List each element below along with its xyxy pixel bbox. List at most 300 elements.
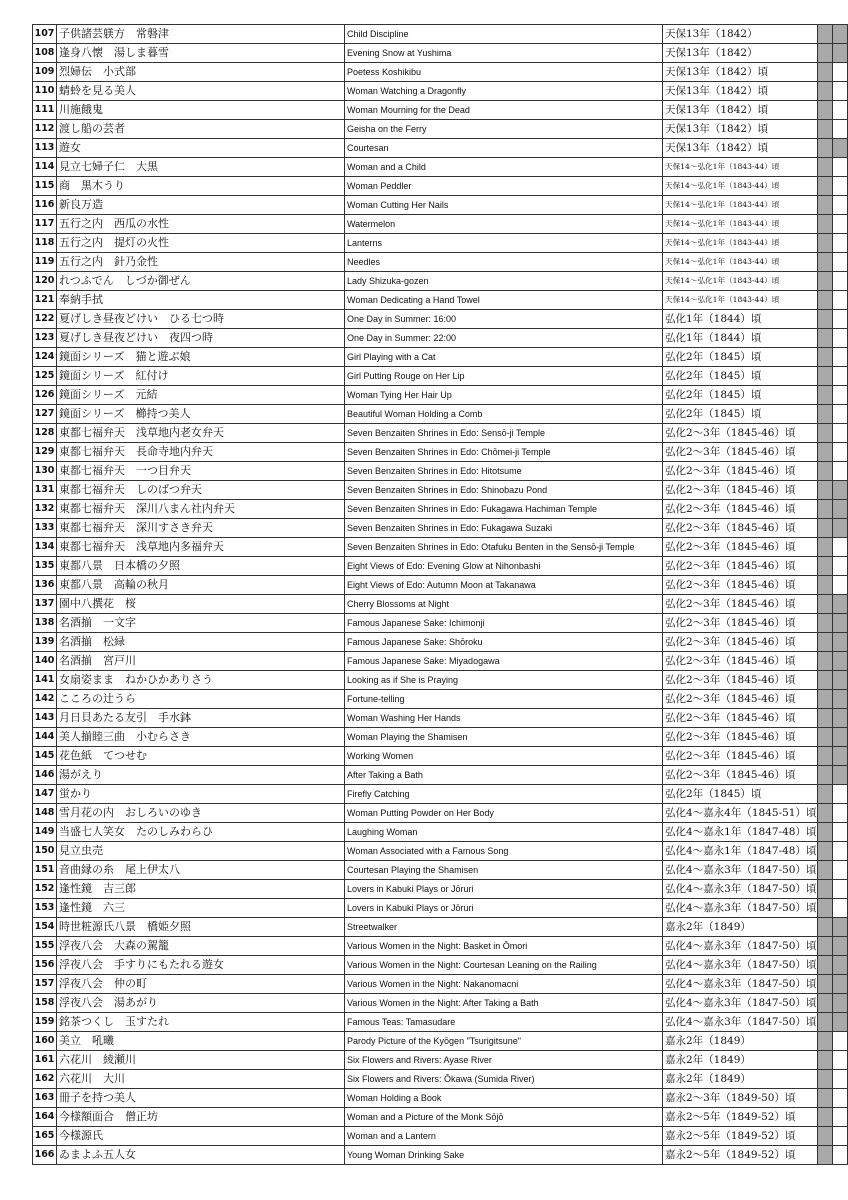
title-japanese: こころの辻うら: [57, 690, 345, 709]
status-box-2: [832, 82, 847, 101]
row-number: 160: [33, 1032, 57, 1051]
status-box-1: [817, 348, 832, 367]
title-japanese: 浮夜八会 湯あがり: [57, 994, 345, 1013]
table-row: [33, 348, 848, 367]
title-english: Woman Cutting Her Nails: [345, 196, 663, 215]
title-english: Seven Benzaiten Shrines in Edo: Fukagawa Suzaki: [345, 519, 663, 538]
title-japanese: 今様源氏: [57, 1127, 345, 1146]
row-number: 166: [33, 1146, 57, 1165]
status-box-2: [832, 519, 847, 538]
table-row: [33, 557, 848, 576]
title-english: Poetess Koshikibu: [345, 63, 663, 82]
status-box-1: [817, 709, 832, 728]
title-english: Various Women in the Night: Nakanomacni: [345, 975, 663, 994]
status-box-2: [832, 728, 847, 747]
title-english: Needles: [345, 253, 663, 272]
status-box-1: [817, 1051, 832, 1070]
date-cell: 弘化1年（1844）頃: [663, 329, 818, 348]
table-row: [33, 272, 848, 291]
status-box-1: [817, 823, 832, 842]
table-row: [33, 766, 848, 785]
status-box-1: [817, 500, 832, 519]
table-row: [33, 500, 848, 519]
status-box-1: [817, 481, 832, 500]
table-row: [33, 481, 848, 500]
date-cell: 弘化1年（1844）頃: [663, 310, 818, 329]
title-english: After Taking a Bath: [345, 766, 663, 785]
title-english: Woman Washing Her Hands: [345, 709, 663, 728]
title-english: Woman Associated with a Famous Song: [345, 842, 663, 861]
row-number: 136: [33, 576, 57, 595]
title-english: Seven Benzaiten Shrines in Edo: Fukagawa Hachiman Temple: [345, 500, 663, 519]
table-row: [33, 234, 848, 253]
row-number: 110: [33, 82, 57, 101]
table-row: [33, 842, 848, 861]
title-english: One Day in Summer: 22:00: [345, 329, 663, 348]
row-number: 125: [33, 367, 57, 386]
status-box-1: [817, 367, 832, 386]
status-box-2: [832, 139, 847, 158]
title-japanese: 当盛七人笑女 たのしみわらひ: [57, 823, 345, 842]
table-row: [33, 1070, 848, 1089]
date-cell: 弘化2～3年（1845-46）頃: [663, 595, 818, 614]
status-box-1: [817, 101, 832, 120]
title-english: Woman Putting Powder on Her Body: [345, 804, 663, 823]
title-english: Woman Holding a Book: [345, 1089, 663, 1108]
date-cell: 弘化2年（1845）頃: [663, 405, 818, 424]
table-row: [33, 177, 848, 196]
status-box-1: [817, 82, 832, 101]
status-box-2: [832, 158, 847, 177]
row-number: 152: [33, 880, 57, 899]
date-cell: 弘化2～3年（1845-46）頃: [663, 424, 818, 443]
row-number: 141: [33, 671, 57, 690]
row-number: 164: [33, 1108, 57, 1127]
title-english: Evening Snow at Yushima: [345, 44, 663, 63]
title-english: Courtesan: [345, 139, 663, 158]
status-box-2: [832, 481, 847, 500]
row-number: 111: [33, 101, 57, 120]
row-number: 120: [33, 272, 57, 291]
date-cell: 嘉永2年（1849）: [663, 1070, 818, 1089]
title-japanese: 浮夜八会 手すりにもたれる遊女: [57, 956, 345, 975]
date-cell: 弘化2～3年（1845-46）頃: [663, 709, 818, 728]
status-box-2: [832, 101, 847, 120]
table-row: [33, 728, 848, 747]
status-box-2: [832, 557, 847, 576]
table-row: [33, 462, 848, 481]
table-row: [33, 443, 848, 462]
row-number: 163: [33, 1089, 57, 1108]
status-box-2: [832, 1089, 847, 1108]
status-box-1: [817, 1127, 832, 1146]
row-number: 150: [33, 842, 57, 861]
date-cell: 天保13年（1842）: [663, 25, 818, 44]
title-english: Lady Shizuka-gozen: [345, 272, 663, 291]
title-english: Six Flowers and Rivers: Ayase River: [345, 1051, 663, 1070]
status-box-2: [832, 576, 847, 595]
table-row: [33, 595, 848, 614]
status-box-1: [817, 158, 832, 177]
date-cell: 天保14～弘化1年（1843-44）頃: [663, 158, 818, 177]
status-box-1: [817, 576, 832, 595]
title-japanese: 雪月花の内 おしろいのゆき: [57, 804, 345, 823]
date-cell: 天保13年（1842）頃: [663, 82, 818, 101]
title-japanese: 夏げしき昼夜どけい ひる七つ時: [57, 310, 345, 329]
row-number: 130: [33, 462, 57, 481]
status-box-1: [817, 937, 832, 956]
status-box-1: [817, 956, 832, 975]
status-box-2: [832, 899, 847, 918]
title-english: Lovers in Kabuki Plays or Jōruri: [345, 880, 663, 899]
status-box-1: [817, 614, 832, 633]
title-english: Child Discipline: [345, 25, 663, 44]
table-row: [33, 120, 848, 139]
status-box-1: [817, 1070, 832, 1089]
table-row: [33, 424, 848, 443]
title-japanese: 音曲縁の糸 尾上伊太八: [57, 861, 345, 880]
title-japanese: 五行之内 提灯の火性: [57, 234, 345, 253]
status-box-1: [817, 1146, 832, 1165]
status-box-2: [832, 671, 847, 690]
status-box-1: [817, 386, 832, 405]
title-japanese: 夏げしき昼夜どけい 夜四つ時: [57, 329, 345, 348]
status-box-1: [817, 918, 832, 937]
title-english: Laughing Woman: [345, 823, 663, 842]
status-box-1: [817, 975, 832, 994]
title-japanese: 蛍かり: [57, 785, 345, 804]
title-japanese: 見立虫売: [57, 842, 345, 861]
title-japanese: 鏡面シリーズ 猫と遊ぶ娘: [57, 348, 345, 367]
row-number: 117: [33, 215, 57, 234]
status-box-1: [817, 291, 832, 310]
status-box-2: [832, 538, 847, 557]
status-box-2: [832, 215, 847, 234]
status-box-1: [817, 595, 832, 614]
row-number: 122: [33, 310, 57, 329]
title-english: Watermelon: [345, 215, 663, 234]
row-number: 146: [33, 766, 57, 785]
title-japanese: 銘茶つくし 玉すたれ: [57, 1013, 345, 1032]
title-japanese: 東都八景 日本橋の夕照: [57, 557, 345, 576]
date-cell: 天保13年（1842）: [663, 44, 818, 63]
title-japanese: 奉納手拭: [57, 291, 345, 310]
date-cell: 天保14～弘化1年（1843-44）頃: [663, 234, 818, 253]
status-box-2: [832, 1127, 847, 1146]
status-box-2: [832, 709, 847, 728]
title-english: Various Women in the Night: After Taking a Bath: [345, 994, 663, 1013]
status-box-2: [832, 842, 847, 861]
status-box-2: [832, 310, 847, 329]
title-japanese: ゐまよふ五人女: [57, 1146, 345, 1165]
catalog-rows: [33, 25, 848, 1165]
title-english: Woman and a Child: [345, 158, 663, 177]
title-english: Cherry Blossoms at Night: [345, 595, 663, 614]
status-box-2: [832, 918, 847, 937]
title-japanese: 花色紙 てつせむ: [57, 747, 345, 766]
status-box-2: [832, 348, 847, 367]
date-cell: 天保13年（1842）頃: [663, 101, 818, 120]
table-row: [33, 975, 848, 994]
title-english: Woman and a Lantern: [345, 1127, 663, 1146]
date-cell: 弘化2～3年（1845-46）頃: [663, 481, 818, 500]
row-number: 159: [33, 1013, 57, 1032]
table-row: [33, 253, 848, 272]
date-cell: 弘化2～3年（1845-46）頃: [663, 614, 818, 633]
status-box-1: [817, 462, 832, 481]
title-english: Woman and a Picture of the Monk Sōjō: [345, 1108, 663, 1127]
title-japanese: 子供諸芸躾方 常磐津: [57, 25, 345, 44]
table-row: [33, 367, 848, 386]
row-number: 126: [33, 386, 57, 405]
table-row: [33, 1108, 848, 1127]
title-japanese: 東都七福弁天 深川すさき弁天: [57, 519, 345, 538]
title-english: Woman Tying Her Hair Up: [345, 386, 663, 405]
title-english: Eight Views of Edo: Evening Glow at Nihonbashi: [345, 557, 663, 576]
table-row: [33, 25, 848, 44]
table-row: [33, 44, 848, 63]
date-cell: 弘化4～嘉永4年（1845-51）頃: [663, 804, 818, 823]
status-box-1: [817, 747, 832, 766]
title-english: Woman Peddler: [345, 177, 663, 196]
date-cell: 弘化4～嘉永3年（1847-50）頃: [663, 975, 818, 994]
title-english: Famous Teas: Tamasudare: [345, 1013, 663, 1032]
status-box-1: [817, 196, 832, 215]
title-japanese: 鏡面シリーズ 元結: [57, 386, 345, 405]
title-english: Eight Views of Edo: Autumn Moon at Takanawa: [345, 576, 663, 595]
status-box-2: [832, 994, 847, 1013]
status-box-1: [817, 329, 832, 348]
title-japanese: 今様額面合 僧正坊: [57, 1108, 345, 1127]
date-cell: 弘化2～3年（1845-46）頃: [663, 633, 818, 652]
table-row: [33, 994, 848, 1013]
title-english: Woman Watching a Dragonfly: [345, 82, 663, 101]
status-box-2: [832, 956, 847, 975]
table-row: [33, 690, 848, 709]
status-box-1: [817, 861, 832, 880]
status-box-1: [817, 234, 832, 253]
title-english: Girl Putting Rouge on Her Lip: [345, 367, 663, 386]
title-english: Seven Benzaiten Shrines in Edo: Chōmei-ji Temple: [345, 443, 663, 462]
title-japanese: 商 黒木うり: [57, 177, 345, 196]
title-japanese: 逢性鏡 吉三郎: [57, 880, 345, 899]
date-cell: 天保14～弘化1年（1843-44）頃: [663, 272, 818, 291]
status-box-2: [832, 291, 847, 310]
table-row: [33, 519, 848, 538]
date-cell: 弘化2～3年（1845-46）頃: [663, 443, 818, 462]
status-box-2: [832, 1032, 847, 1051]
row-number: 135: [33, 557, 57, 576]
title-japanese: 鏡面シリーズ 櫛持つ美人: [57, 405, 345, 424]
date-cell: 弘化4～嘉永3年（1847-50）頃: [663, 880, 818, 899]
title-japanese: 六花川 綾瀬川: [57, 1051, 345, 1070]
row-number: 127: [33, 405, 57, 424]
title-english: Seven Benzaiten Shrines in Edo: Shinobazu Pond: [345, 481, 663, 500]
title-english: Woman Dedicating a Hand Towel: [345, 291, 663, 310]
date-cell: 弘化4～嘉永3年（1847-50）頃: [663, 861, 818, 880]
status-box-1: [817, 1089, 832, 1108]
status-box-1: [817, 766, 832, 785]
title-japanese: 東都七福弁天 浅草地内多福弁天: [57, 538, 345, 557]
row-number: 119: [33, 253, 57, 272]
title-japanese: 時世粧源氏八景 橋姫夕照: [57, 918, 345, 937]
row-number: 154: [33, 918, 57, 937]
status-box-2: [832, 405, 847, 424]
date-cell: 弘化2～3年（1845-46）頃: [663, 652, 818, 671]
status-box-2: [832, 880, 847, 899]
title-english: Famous Japanese Sake: Shōroku: [345, 633, 663, 652]
table-row: [33, 671, 848, 690]
title-japanese: 東都七福弁天 深川八まん社内弁天: [57, 500, 345, 519]
status-box-2: [832, 120, 847, 139]
table-row: [33, 1051, 848, 1070]
row-number: 129: [33, 443, 57, 462]
row-number: 133: [33, 519, 57, 538]
date-cell: 弘化2～3年（1845-46）頃: [663, 690, 818, 709]
title-english: Seven Benzaiten Shrines in Edo: Sensō-ji Temple: [345, 424, 663, 443]
status-box-1: [817, 25, 832, 44]
row-number: 149: [33, 823, 57, 842]
date-cell: 嘉永2年（1849）: [663, 1051, 818, 1070]
row-number: 118: [33, 234, 57, 253]
title-japanese: 東都八景 高輪の秋月: [57, 576, 345, 595]
row-number: 131: [33, 481, 57, 500]
date-cell: 弘化2年（1845）頃: [663, 367, 818, 386]
row-number: 145: [33, 747, 57, 766]
date-cell: 嘉永2～5年（1849-52）頃: [663, 1108, 818, 1127]
table-row: [33, 652, 848, 671]
title-japanese: 見立七婦子仁 大黒: [57, 158, 345, 177]
status-box-2: [832, 367, 847, 386]
row-number: 128: [33, 424, 57, 443]
row-number: 139: [33, 633, 57, 652]
title-japanese: 新良万造: [57, 196, 345, 215]
date-cell: 弘化2～3年（1845-46）頃: [663, 766, 818, 785]
title-english: Famous Japanese Sake: Ichimonji: [345, 614, 663, 633]
title-japanese: 美人揃睦三曲 小むらさき: [57, 728, 345, 747]
table-row: [33, 158, 848, 177]
title-japanese: れつふでん しづか御ぜん: [57, 272, 345, 291]
table-row: [33, 880, 848, 899]
date-cell: 嘉永2～3年（1849-50）頃: [663, 1089, 818, 1108]
title-english: Various Women in the Night: Basket in Ōmori: [345, 937, 663, 956]
date-cell: 弘化2～3年（1845-46）頃: [663, 747, 818, 766]
date-cell: 天保14～弘化1年（1843-44）頃: [663, 196, 818, 215]
date-cell: 弘化4～嘉永1年（1847-48）頃: [663, 842, 818, 861]
table-row: [33, 1127, 848, 1146]
row-number: 162: [33, 1070, 57, 1089]
status-box-1: [817, 804, 832, 823]
status-box-2: [832, 424, 847, 443]
row-number: 161: [33, 1051, 57, 1070]
table-row: [33, 1032, 848, 1051]
table-row: [33, 405, 848, 424]
title-japanese: 烈婦伝 小式部: [57, 63, 345, 82]
title-japanese: 東都七福弁天 しのばつ弁天: [57, 481, 345, 500]
row-number: 132: [33, 500, 57, 519]
date-cell: 弘化2～3年（1845-46）頃: [663, 500, 818, 519]
status-box-2: [832, 329, 847, 348]
status-box-1: [817, 139, 832, 158]
title-japanese: 名酒揃 宮戸川: [57, 652, 345, 671]
title-english: Geisha on the Ferry: [345, 120, 663, 139]
table-row: [33, 82, 848, 101]
status-box-2: [832, 633, 847, 652]
row-number: 121: [33, 291, 57, 310]
date-cell: 弘化4～嘉永3年（1847-50）頃: [663, 994, 818, 1013]
row-number: 147: [33, 785, 57, 804]
title-japanese: 月日貝あたる友引 手水鉢: [57, 709, 345, 728]
status-box-1: [817, 538, 832, 557]
row-number: 151: [33, 861, 57, 880]
title-english: Girl Playing with a Cat: [345, 348, 663, 367]
date-cell: 天保13年（1842）頃: [663, 120, 818, 139]
date-cell: 弘化2～3年（1845-46）頃: [663, 557, 818, 576]
status-box-1: [817, 690, 832, 709]
date-cell: 弘化4～嘉永3年（1847-50）頃: [663, 899, 818, 918]
date-cell: 嘉永2～5年（1849-52）頃: [663, 1146, 818, 1165]
row-number: 165: [33, 1127, 57, 1146]
table-row: [33, 918, 848, 937]
status-box-1: [817, 671, 832, 690]
table-row: [33, 861, 848, 880]
row-number: 107: [33, 25, 57, 44]
title-japanese: 美立 吼曦: [57, 1032, 345, 1051]
title-english: Woman Mourning for the Dead: [345, 101, 663, 120]
title-english: Fortune-telling: [345, 690, 663, 709]
title-japanese: 逢身八懐 湯しま暮雪: [57, 44, 345, 63]
status-box-1: [817, 557, 832, 576]
date-cell: 天保14～弘化1年（1843-44）頃: [663, 215, 818, 234]
title-japanese: 五行之内 針乃金性: [57, 253, 345, 272]
status-box-2: [832, 690, 847, 709]
title-english: Famous Japanese Sake: Miyadogawa: [345, 652, 663, 671]
title-japanese: 渡し船の芸者: [57, 120, 345, 139]
title-japanese: 蜻蛉を見る美人: [57, 82, 345, 101]
date-cell: 嘉永2年（1849）: [663, 918, 818, 937]
table-row: [33, 1089, 848, 1108]
status-box-2: [832, 443, 847, 462]
status-box-1: [817, 63, 832, 82]
row-number: 114: [33, 158, 57, 177]
title-japanese: 園中八撰花 桜: [57, 595, 345, 614]
row-number: 143: [33, 709, 57, 728]
title-japanese: 川施餓鬼: [57, 101, 345, 120]
catalog-table: [32, 24, 848, 1165]
status-box-2: [832, 1108, 847, 1127]
date-cell: 弘化2年（1845）頃: [663, 785, 818, 804]
title-english: Seven Benzaiten Shrines in Edo: Hitotsume: [345, 462, 663, 481]
status-box-1: [817, 728, 832, 747]
status-box-1: [817, 785, 832, 804]
table-row: [33, 899, 848, 918]
status-box-2: [832, 1070, 847, 1089]
title-english: Seven Benzaiten Shrines in Edo: Otafuku Benten in the Sensō-ji Temple: [345, 538, 663, 557]
table-row: [33, 139, 848, 158]
row-number: 155: [33, 937, 57, 956]
title-english: Young Woman Drinking Sake: [345, 1146, 663, 1165]
table-row: [33, 215, 848, 234]
row-number: 144: [33, 728, 57, 747]
status-box-1: [817, 424, 832, 443]
row-number: 112: [33, 120, 57, 139]
title-japanese: 東都七福弁天 一つ目弁天: [57, 462, 345, 481]
table-row: [33, 956, 848, 975]
date-cell: 天保14～弘化1年（1843-44）頃: [663, 253, 818, 272]
date-cell: 弘化2～3年（1845-46）頃: [663, 576, 818, 595]
status-box-1: [817, 899, 832, 918]
table-row: [33, 101, 848, 120]
